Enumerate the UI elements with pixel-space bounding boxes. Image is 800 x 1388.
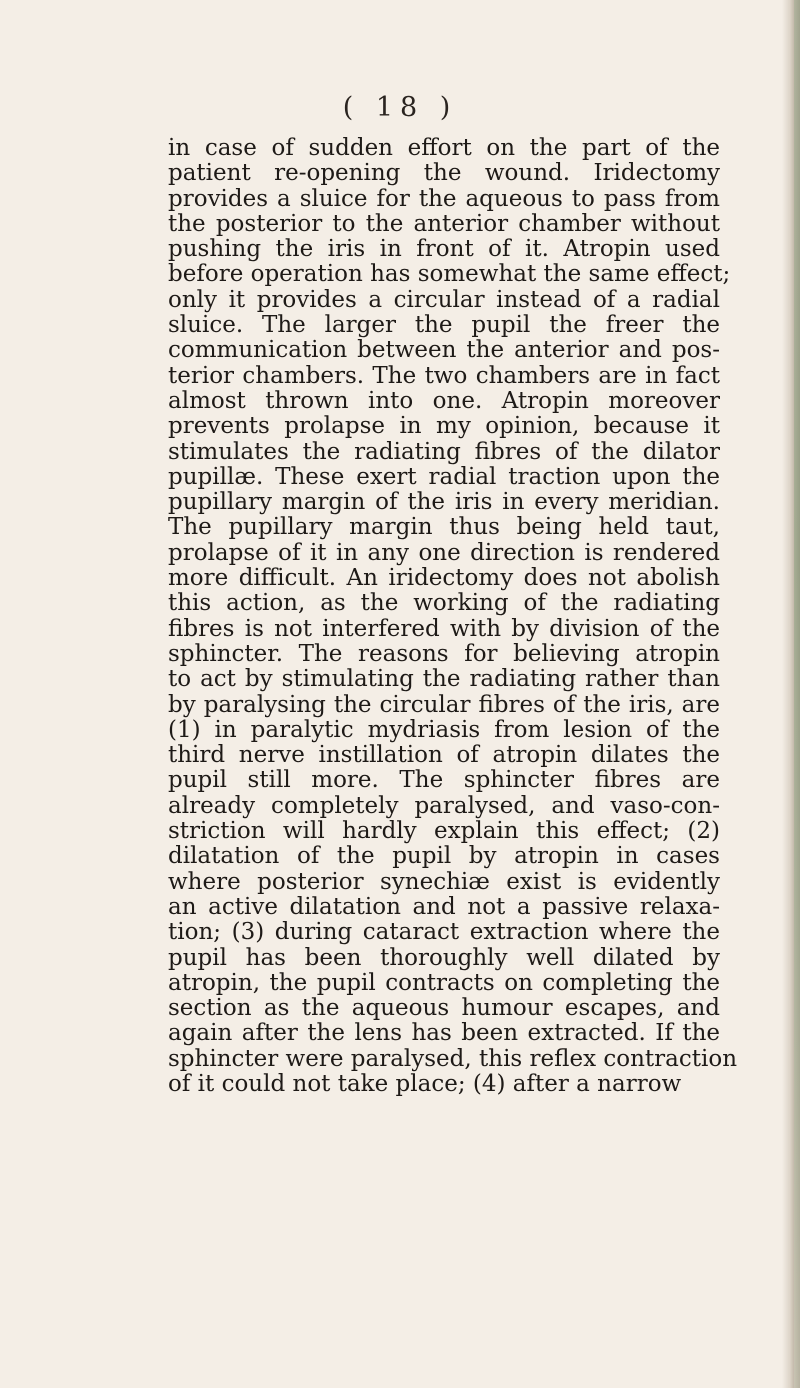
text-line: where posterior synechiæ exist is evidently [168,868,720,895]
text-line: (1) in paralytic mydriasis from lesion of the [168,716,720,743]
text-line: section as the aqueous humour escapes, and [168,995,720,1022]
text-line: this action, as the working of the radiating [168,590,720,617]
text-line: terior chambers. The two chambers are in fact [168,362,720,389]
text-line: pupillæ. These exert radial traction upon the [168,463,720,490]
text-line: by paralysing the circular fibres of the iris, are [168,691,720,718]
text-line: communication between the anterior and pos- [168,337,720,364]
text-line: provides a sluice for the aqueous to pass from [168,185,720,212]
text-line: before operation has somewhat the same effect; [168,261,731,288]
text-line: an active dilatation and not a passive relaxa- [168,893,720,920]
text-line: of it could not take place; (4) after a narrow [168,1070,682,1097]
text-line: pupillary margin of the iris in every meridian. [168,489,720,516]
text-line: pushing the iris in front of it. Atropin used [168,236,720,263]
page-edge-shadow [782,0,800,1388]
text-line: sphincter. The reasons for believing atropin [168,640,720,667]
text-line: fibres is not interfered with by division of the [168,615,720,642]
body-text [168,135,738,1097]
text-line: prevents prolapse in my opinion, because it [168,413,720,440]
text-line: The pupillary margin thus being held taut, [168,514,720,541]
text-line: the posterior to the anterior chamber without [168,210,720,237]
text-line: tion; (3) during cataract extraction where the [168,919,720,946]
text-line: patient re-opening the wound. Iridectomy [168,160,720,187]
text-line: to act by stimulating the radiating rather than [168,666,720,693]
text-line: prolapse of it in any one direction is rendered [168,539,720,566]
text-line: pupil still more. The sphincter fibres are [168,767,720,794]
text-line: dilatation of the pupil by atropin in cases [168,843,720,870]
text-line: in case of sudden effort on the part of the [168,135,720,161]
text-line: again after the lens has been extracted. If the [168,1020,720,1047]
text-line: more difficult. An iridectomy does not abolish [168,565,720,592]
text-line: sluice. The larger the pupil the freer the [168,312,720,339]
text-line: atropin, the pupil contracts on completing the [168,969,720,996]
text-line: already completely paralysed, and vaso-con- [168,792,720,819]
text-line: pupil has been thoroughly well dilated by [168,944,720,971]
text-line: only it provides a circular instead of a radial [168,286,720,313]
text-line: stimulates the radiating fibres of the dilator [168,438,720,465]
text-line: almost thrown into one. Atropin moreover [168,387,720,414]
page-number: ( 18 ) [342,92,458,123]
text-line: sphincter were paralysed, this reflex contraction [168,1045,738,1072]
text-line: striction will hardly explain this effect; (2) [168,818,720,845]
text-line: third nerve instillation of atropin dilates the [168,742,720,769]
